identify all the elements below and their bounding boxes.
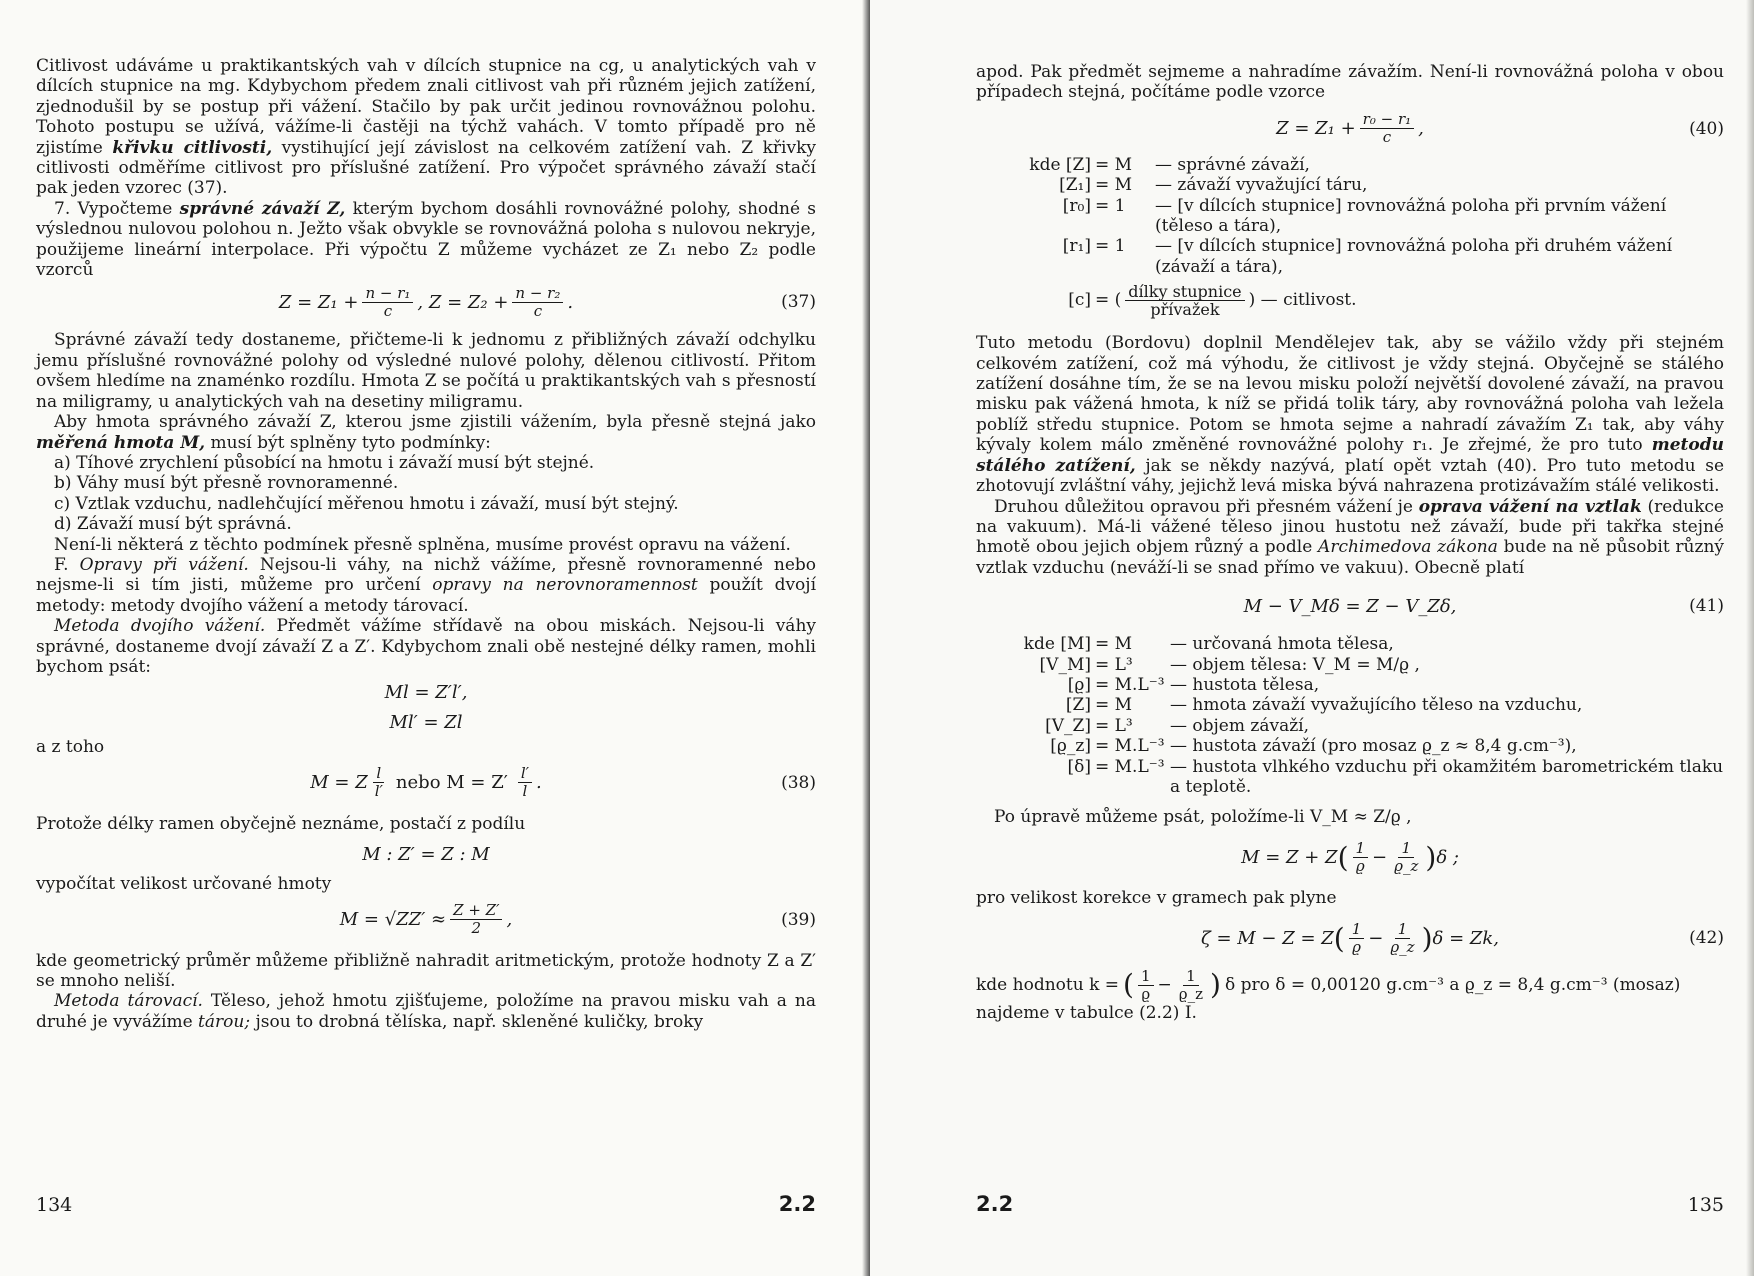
equation-41: M − V_Mδ = Z − V_Zδ, (41) xyxy=(1243,595,1724,617)
equation-ml1: Ml = Z′l′, xyxy=(384,681,468,703)
paragraph: Aby hmota správného závaží Z, kterou jsme zjistili vážením, byla přesně stejná jako měřená hmota M, musí být splněny tyto podmínky: xyxy=(36,412,816,453)
paragraph: 7. Vypočteme správné závaží Z, kterým bychom dosáhli rovnovážné polohy, shodné s výslednou nulovou polohou n. Ježto však obvykle se rovnovážná poloha s nulovou nekryje, použijeme lineární interpolace. Při výpočtu Z můžeme vycházet ze Z₁ nebo Z₂ podle vzorců xyxy=(36,198,817,281)
paragraph: Tuto metodu (Bordovu) doplnil Mendělejev tak, aby se vážilo vždy při stejném celkovém zatížení, což má výhodu, že citlivost je vždy stejná. Obyčejně se stálého zatížení dosáhne tím, že se na levou misku položí největší dovolené závaží, na pravou misku pak vážená hmota, k níž se přidá tolik táry, aby rovnovážná poloha vah ležela poblíž středu stupnice. Potom se hmota sejme a nahradí závažím Z₁ tak, aby váhy kývaly kolem málo změněné rovnovážné polohy r₁. Je zřejmé, že pro tuto metodu stálého zatížení, jak se někdy nazývá, platí opět vztah (40). Pro tuto metodu se zhotovují zvláštní váhy, jejichž levá miska bývá nahrazena protizávažím stálé velikosti. xyxy=(976,333,1725,497)
equation-37: Z = Z₁ + $\frac{\text{n − r₁}}{c}$ , Z = Z₂ + $\frac{\text{n − r₂}}{c}$ . (37) xyxy=(278,283,816,320)
list-item: d) Závaží musí být správná. xyxy=(54,514,292,535)
equation-number: (39) xyxy=(781,909,816,930)
paragraph: Metoda dvojího vážení. Předmět vážíme střídavě na obou miskách. Nejsou-li váhy správné, dostaneme dvojí závaží Z a Z′. Kdybychom znali obě nestejné délky ramen, mohli bychom psát: xyxy=(36,616,816,677)
equation-39: M = √ZZ′ ≈ $\frac{Z + Z'}{2}$ , (39) xyxy=(339,901,816,938)
right-page xyxy=(870,0,1754,1276)
paragraph: apod. Pak předmět sejmeme a nahradíme závažím. Není-li rovnovážná poloha v obou případech stejná, počítáme podle vzorce xyxy=(976,62,1724,103)
paragraph: kde hodnotu k = ( $\frac{1}{ϱ}$ − $\frac{1}{ϱ\_z}$ ) δ pro δ = 0,00120 g.cm⁻³ a ϱ_z = 8,4 g.cm⁻³ (mosaz) xyxy=(976,967,1681,1004)
definitions-40: kde [Z] = M — správné závaží, [Z₁] = M — závaží vyvažující táru, [r₀] = 1 — [v dílcích stupnice] rovnovážná poloha při prvním vážení (těleso a tára), [r₁] = 1 — [v dílcích stupnice] rovnovážná poloha při druhém vážení (závaží a tára), [c] = ( $\frac{\text{dílky stupnice}}{\text{přívažek}}$ ) — citlivost. xyxy=(1029,154,1673,319)
equation-number: (42) xyxy=(1689,928,1724,949)
paragraph: Protože délky ramen obyčejně neznáme, postačí z podílu xyxy=(36,813,526,834)
paragraph: kde geometrický průměr můžeme přibližně nahradit aritmetickým, protože hodnoty Z a Z′ se mnoho neliší. xyxy=(36,950,816,991)
page-number: 134 xyxy=(36,1194,73,1216)
list-item: c) Vztlak vzduchu, nadlehčující měřenou hmotu i závaží, musí být stejný. xyxy=(54,493,679,514)
paragraph: Správné závaží tedy dostaneme, přičteme-li k jednomu z přibližných závaží odchylku jemu příslušné rovnovážné polohy od výsledné nulové polohy, dělenou citlivostí. Přitom ovšem hledíme na znaménko rozdílu. Hmota Z se počítá u praktikantských vah s přesností na miligramy, u analytických vah na desetiny miligramu. xyxy=(36,330,816,412)
equation-number: (40) xyxy=(1689,118,1724,139)
conditions-list xyxy=(36,453,816,535)
paragraph: Druhou důležitou opravou při přesném vážení je oprava vážení na vztlak (redukce na vakuum). Má-li vážené těleso jinou hustotu než závaží, bude při takřka stejné hmotě obou jejich objem různý a podle Archimedova zákona bude na ně působit různý vztlak vzduchu (neváží-li se snad přímo ve vakuu). Obecně platí xyxy=(976,496,1724,578)
equation-42: ζ = M − Z = Z ( $\frac{1}{ϱ}$ − $\frac{1}{ϱ\_z}$ ) δ = Zk, (42) xyxy=(1200,919,1724,956)
text-a-z-toho: a z toho xyxy=(36,737,105,758)
list-item: a) Tíhové zrychlení působící na hmotu i závaží musí být stejné. xyxy=(54,452,595,473)
equation-ml2: Ml′ = Zl xyxy=(389,711,463,733)
equation-number: (37) xyxy=(781,292,816,313)
equation-m: M = Z + Z ( $\frac{1}{ϱ}$ − $\frac{1}{ϱ\_z}$ ) δ ; xyxy=(1241,839,1459,876)
paragraph: pro velikost korekce v gramech pak plyne xyxy=(976,887,1337,908)
paragraph: Metoda tárovací. Těleso, jehož hmotu zjišťujeme, položíme na pravou misku vah a na druhé je vyvážíme tárou; jsou to drobná tělíska, např. skleněné kuličky, broky xyxy=(36,991,816,1032)
equation-number: (38) xyxy=(781,772,816,793)
page-number: 135 xyxy=(1687,1194,1724,1216)
paragraph: najdeme v tabulce (2.2) I. xyxy=(976,1003,1197,1024)
paragraph: Citlivost udáváme u praktikantských vah v dílcích stupnice na cg, u analytických vah v dílcích stupnice na mg. Kdybychom předem znali citlivost vah při různém jejich zatížení, zjednodušil by se postup při vážení. Stačilo by pak určit jedinou rovnovážnou polohu. Tohoto postupu se užívá, vážíme-li častěji na týchž vahách. V tomto případě pro ně zjistíme křivku citlivosti, vystihující její závislost na celkovém zatížení vah. Z křivky citlivosti odměříme citlivost pro příslušné zatížení. Pro výpočet správného závaží stačí pak jeden vzorec (37). xyxy=(36,56,816,199)
section-number: 2.2 xyxy=(778,1192,816,1216)
paragraph: vypočítat velikost určované hmoty xyxy=(36,874,332,895)
section-number: 2.2 xyxy=(976,1192,1014,1216)
equation-number: (41) xyxy=(1689,596,1724,617)
paragraph: Není-li některá z těchto podmínek přesně splněna, musíme provést opravu na vážení. xyxy=(54,534,791,555)
left-page xyxy=(0,0,870,1276)
paragraph: F. Opravy při vážení. Nejsou-li váhy, na nichž vážíme, přesně rovnoramenné nebo nejsme-li si tím jisti, můžeme pro určení opravy na nerovnoramennost použít dvojí metody: metody dvojího vážení a metody tárovací. xyxy=(36,554,817,616)
definitions-41: kde [M] = M — určovaná hmota tělesa, [V_M] = L³ — objem tělesa: V_M = M/ϱ , [ϱ] = M.L⁻³ — hustota tělesa, [Z] = M — hmota závaží vyvažujícího těleso na vzduchu, [V_Z] = L³ — objem závaží, [ϱ_z] = M.L⁻³ — hustota závaží (pro mosaz ϱ_z ≈ 8,4 g.cm⁻³), [δ] = M.L⁻³ — hustota vlhkého vzduchu při okamžitém barometrickém tlaku a teplotě. xyxy=(1023,634,1724,797)
list-item: b) Váhy musí být přesně rovnoramenné. xyxy=(54,473,399,494)
equation-40: Z = Z₁ + $\frac{\text{r₀ − r₁}}{c}$ , (40) xyxy=(1276,110,1724,147)
equation-38: M = Z $\frac{l}{l'}$ nebo M = Z′ $\frac{l'}{l}$ . (38) xyxy=(310,764,816,801)
equation-ratio: M : Z′ = Z : M xyxy=(362,843,490,865)
paragraph: Po úpravě můžeme psát, položíme-li V_M ≈ Z/ϱ , xyxy=(994,807,1412,828)
